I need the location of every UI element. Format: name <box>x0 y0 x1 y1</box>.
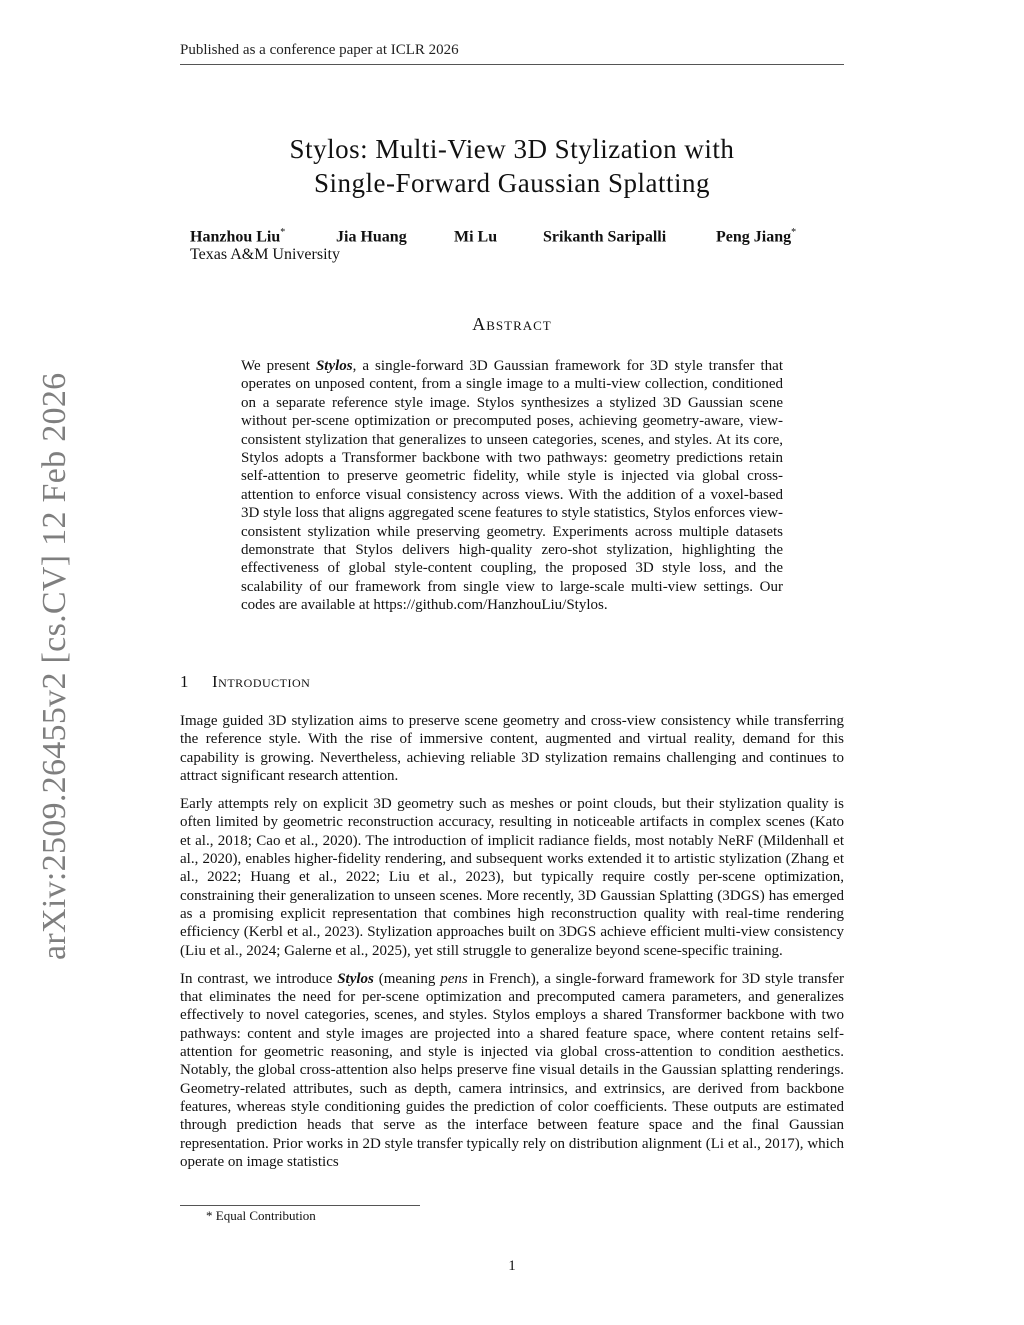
author-5 <box>716 227 796 246</box>
abstract-lead: We present <box>241 358 316 374</box>
abstract-text: , a single-forward 3D Gaussian framework for 3D style transfer that operates on unposed content, from a single image to a multi-view collection, conditioned on a separate reference style image. Stylos synthesizes a stylized 3D Gaussian scene without per-scene optimization or precomputed poses, achieving geometry-aware, view-consistent stylization that generalizes to unseen categories, scenes, and styles. At its core, Stylos adopts a Transformer backbone with two pathways: geometry predictions retain self-attention to preserve geometric fidelity, while style is injected via global cross-attention to enforce visual consistency across views. With the addition of a voxel-based 3D style loss that aligns aggregated scene features to style statistics, Stylos enforces view-consistent stylization while preserving geometry. Experiments across multiple datasets demonstrate that Stylos delivers high-quality zero-shot stylization, highlighting the effectiveness of global style-content coupling, the proposed 3D style loss, and the scalability of our framework from single view to large-scale multi-view settings. Our codes are available at https://github.com/HanzhouLiu/Stylos. <box>241 358 783 614</box>
abstract-heading: Abstract <box>472 314 552 334</box>
author-name: Jia Huang <box>336 228 407 246</box>
paper-title <box>180 132 844 200</box>
author-name: Mi Lu <box>454 228 498 246</box>
author-4 <box>543 227 666 246</box>
italic-word: pens <box>440 970 468 987</box>
method-name-emphasis: Stylos <box>337 970 374 987</box>
paragraph-text: (meaning <box>373 970 441 987</box>
author-1 <box>190 227 285 246</box>
paragraph-1: Image guided 3D stylization aims to preserve scene geometry and cross-view consistency while transferring the reference style. With the rise of immersive content, augmented and virtual reality, demand for this capability is growing. Nevertheless, achieving reliable 3D stylization remains challenging and continues to attract significant research attention. <box>180 713 844 784</box>
method-name-emphasis: Stylos <box>315 358 353 374</box>
equal-contribution-mark: * <box>280 227 286 238</box>
abstract-body <box>241 357 783 615</box>
author-3 <box>454 227 497 246</box>
author-name: Hanzhou Liu <box>190 228 281 246</box>
section-heading-introduction <box>180 672 310 692</box>
paragraph-2: Early attempts rely on explicit 3D geometry such as meshes or point clouds, but their stylization quality is often limited by geometric reconstruction accuracy, resulting in noticeable artifacts in complex scenes (Kato et al., 2018; Cao et al., 2020). The introduction of implicit radiance fields, most notably NeRF (Mildenhall et al., 2020), enables higher-fidelity rendering, and subsequent works extended it to artistic stylization (Zhang et al., 2022; Huang et al., 2022; Liu et al., 2023), but typically require costly per-scene optimization, constraining their generalization to unseen scenes. More recently, 3D Gaussian Splatting (3DGS) has emerged as a promising explicit representation that combines high reconstruction quality with real-time rendering efficiency (Kerbl et al., 2023). Stylization approaches built on 3DGS achieve efficient multi-view consistency (Liu et al., 2024; Galerne et al., 2025), yet still struggle to generalize beyond scene-specific training. <box>180 796 844 959</box>
title-line-1: Stylos: Multi-View 3D Stylization with <box>289 134 735 164</box>
author-affiliation: Texas A&M University <box>190 246 340 263</box>
page-number: 1 <box>508 1258 516 1274</box>
conference-header: Published as a conference paper at ICLR 2026 <box>180 42 459 58</box>
footnote-divider <box>180 1205 420 1206</box>
header-divider <box>180 64 844 65</box>
title-line-2: Single-Forward Gaussian Splatting <box>314 168 710 198</box>
section-title: Introduction <box>212 672 311 691</box>
arxiv-side-stamp: arXiv:2509.26455v2 [cs.CV] 12 Feb 2026 <box>36 372 73 960</box>
paragraph-text: In contrast, we introduce <box>180 970 338 987</box>
paragraph-3 <box>180 970 844 1171</box>
introduction-body <box>180 712 844 1181</box>
author-name: Srikanth Saripalli <box>543 228 667 246</box>
author-2 <box>336 227 407 246</box>
author-name: Peng Jiang <box>716 228 792 246</box>
footnote: * Equal Contribution <box>206 1208 316 1223</box>
section-number: 1 <box>180 672 189 691</box>
paragraph-text: in French), a single-forward framework for 3D style transfer that eliminates the need for per-scene optimization and precomputed camera parameters, and generalizes effectively to novel categories, scenes, and styles. Stylos employs a shared Transformer backbone with two pathways: content and style images are projected into a shared feature space, where content retains self-attention for geometric reasoning, and style is injected via global cross-attention to condition aesthetics. Notably, the global cross-attention also helps preserve fine visual details in the Gaussian splatting renderings. Geometry-related attributes, such as depth, camera intrinsics, and extrinsics, are derived from backbone features, whereas style conditioning guides the prediction of color coefficients. These outputs are estimated through prediction heads that serve as the interface between feature space and the final Gaussian representation. Prior works in 2D style transfer typically rely on distribution alignment (Li et al., 2017), which operate on image statistics <box>180 970 844 1170</box>
equal-contribution-mark: * <box>791 227 797 238</box>
